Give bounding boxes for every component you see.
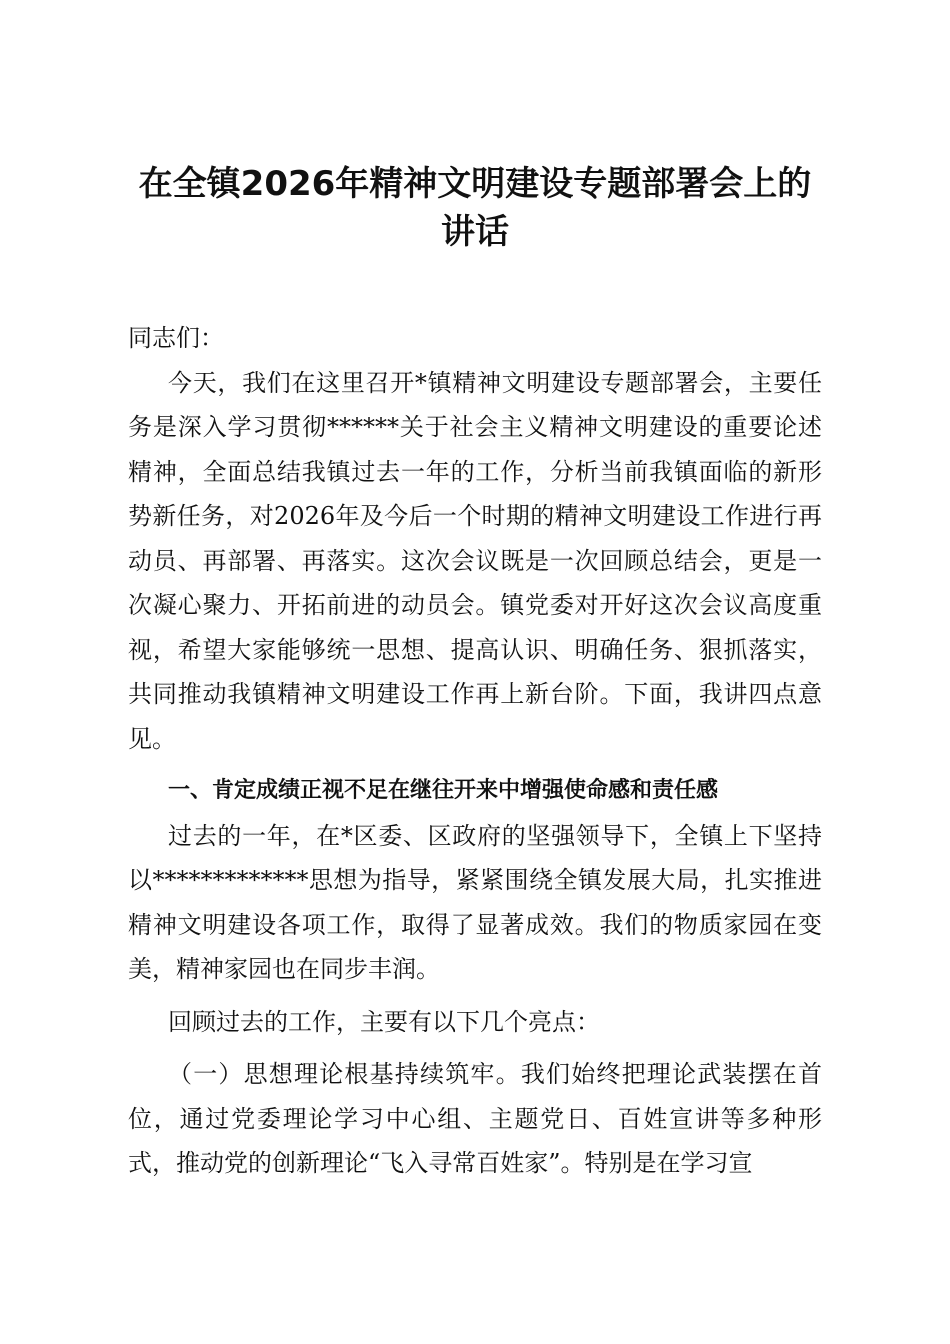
document-title: 在全镇2026年精神文明建设专题部署会上的讲话 bbox=[138, 164, 812, 252]
subsection-1-text: 我们始终把理论武装摆在首位，通过党委理论学习中心组、主题党日、百姓宣讲等多种形式，推动党的创新理论“飞入寻常百姓家”。特别是在学习宣 bbox=[128, 1060, 823, 1177]
subsection-heading-1: （一）思想理论根基持续筑牢。 bbox=[168, 1060, 521, 1088]
salutation: 同志们： bbox=[128, 324, 224, 352]
document-page bbox=[128, 160, 822, 1186]
paragraph-review: 过去的一年，在*区委、区政府的坚强领导下，全镇上下坚持以*************思想为指导，紧紧围绕全镇发展大局，扎实推进精神文明建设各项工作，取得了显著成效。我们的物质家园在变美，精神家园也在同步丰润。 bbox=[128, 821, 822, 983]
document-body bbox=[128, 316, 822, 1186]
paragraph-subsection-1 bbox=[128, 1052, 822, 1186]
section-heading-1: 一、肯定成绩正视不足在继往开来中增强使命感和责任感 bbox=[168, 778, 719, 803]
paragraph-highlights-intro: 回顾过去的工作，主要有以下几个亮点： bbox=[168, 1007, 600, 1036]
paragraph-opening: 今天，我们在这里召开*镇精神文明建设专题部署会，主要任务是深入学习贯彻******关于社会主义精神文明建设的重要论述精神，全面总结我镇过去一年的工作，分析当前我镇面临的新形势新任务，对2026年及今后一个时期的精神文明建设工作进行再动员、再部署、再落实。这次会议既是一次回顾总结会，更是一次凝心聚力、开拓前进的动员会。镇党委对开好这次会议高度重视，希望大家能够统一思想、提高认识、明确任务、狠抓落实，共同推动我镇精神文明建设工作再上新台阶。下面，我讲四点意见。 bbox=[128, 368, 822, 753]
